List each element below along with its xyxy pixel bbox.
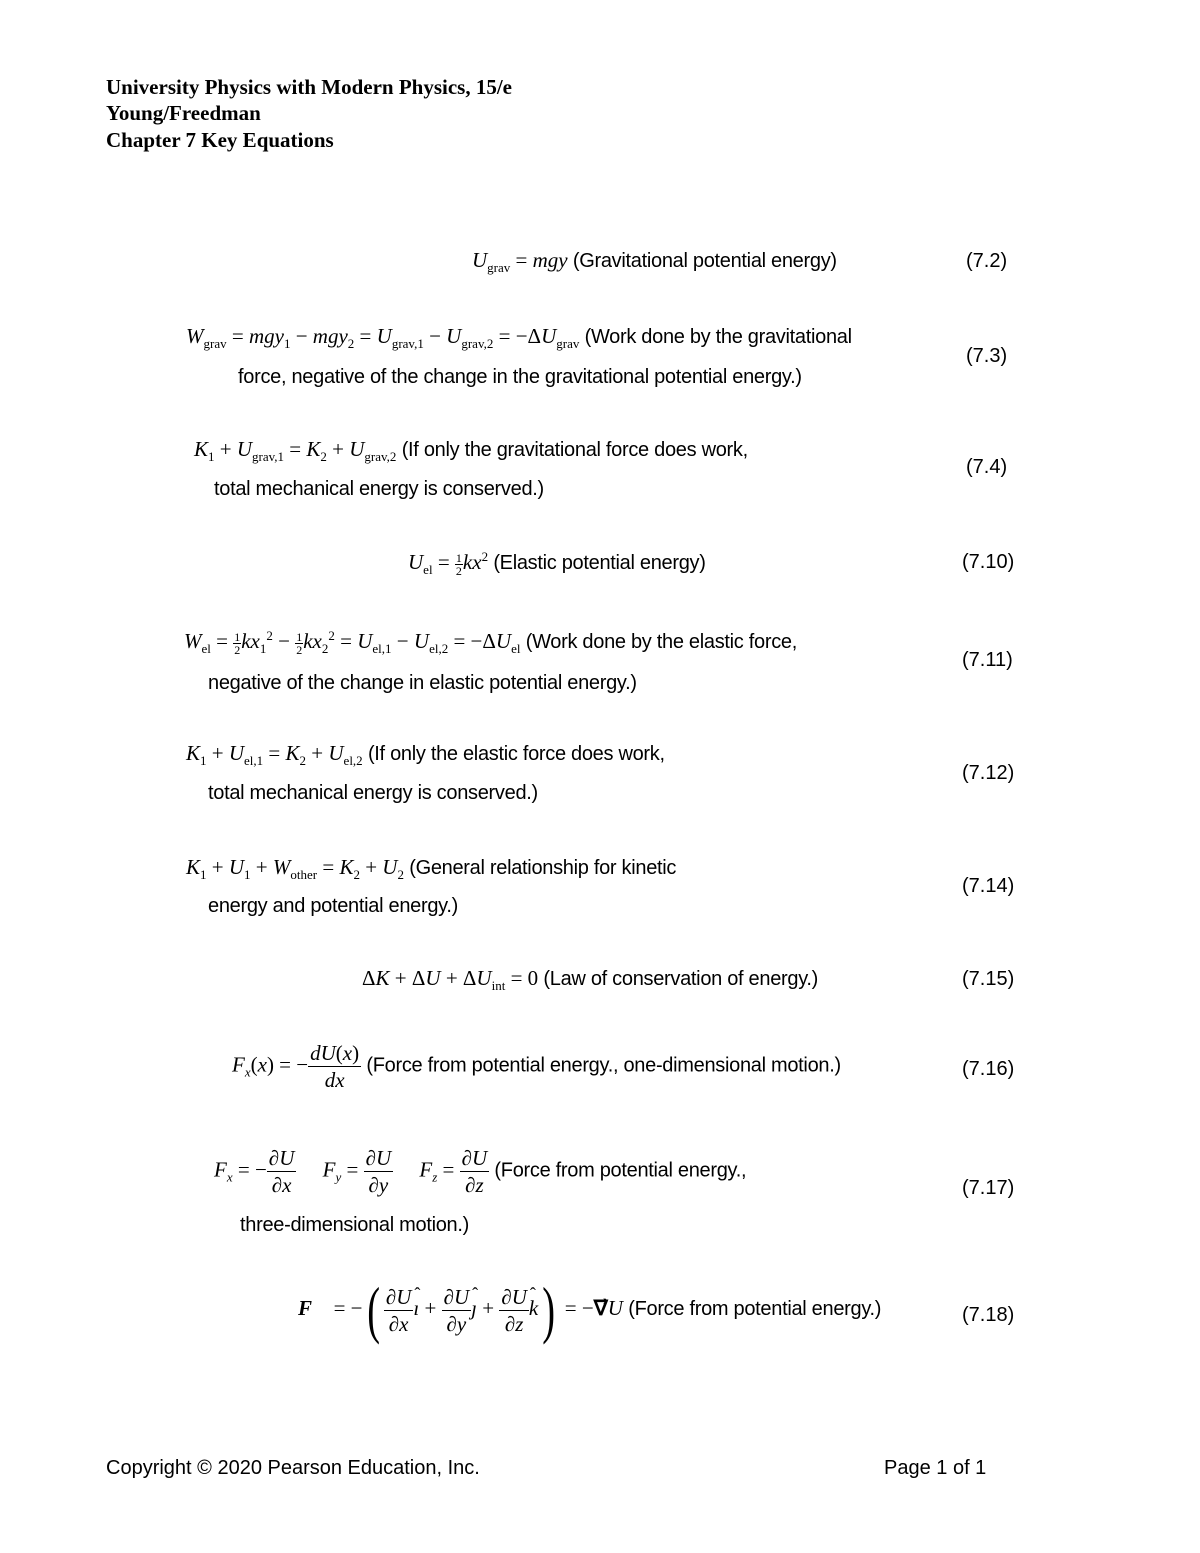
equation-description-continued: force, negative of the change in the gravitational potential energy.) xyxy=(238,366,802,388)
equation-number: (7.15) xyxy=(962,968,1015,990)
equation-description: (Gravitational potential energy) xyxy=(572,250,837,272)
equation-7-2: $U_{grav}$ = mgy (Gravitational potential energy) xyxy=(472,248,837,275)
equation-description-continued: energy and potential energy.) xyxy=(208,895,458,917)
equation-description: (Work done by the gravitational xyxy=(584,326,852,348)
equation-description: (Law of conservation of energy.) xyxy=(543,968,819,990)
equation-number: (7.12) xyxy=(962,762,1015,784)
equation-number: (7.17) xyxy=(962,1177,1015,1199)
equation-7-12: $K_1 + U_{el,1} = K_2 + U_{el,2}$ (If only the elastic force does work, xyxy=(186,741,665,768)
document-authors: Young/Freedman xyxy=(106,101,261,125)
equation-description-continued: negative of the change in elastic potential energy.) xyxy=(208,672,637,694)
equation-number: (7.14) xyxy=(962,875,1015,897)
document-title: University Physics with Modern Physics, 15/e xyxy=(106,75,512,99)
page-number: Page 1 of 1 xyxy=(884,1457,987,1479)
equation-description-continued: total mechanical energy is conserved.) xyxy=(208,782,538,804)
equation-description-continued: total mechanical energy is conserved.) xyxy=(214,478,544,500)
equation-number: (7.16) xyxy=(962,1058,1015,1080)
equation-number: (7.18) xyxy=(962,1304,1015,1326)
equation-number: (7.4) xyxy=(966,456,1008,478)
equation-description: (Force from potential energy.) xyxy=(628,1297,882,1320)
equation-7-10: $U_{el}$ = $\frac{1}{2}$ $kx^2$ (Elastic potential energy) xyxy=(408,549,706,578)
equation-7-14: $K_1 + U_1 + W_{other} = K_2 + U_2$ (General relationship for kinetic xyxy=(186,855,677,882)
equation-description: (If only the elastic force does work, xyxy=(367,743,665,765)
equation-7-16: $F_x(x)$ = − $\frac{dU(x)}{dx}$ (Force from potential energy., one-dimensional motion.) xyxy=(232,1041,841,1092)
equation-description: (Elastic potential energy) xyxy=(493,552,706,574)
equation-7-15: $\Delta K + \Delta U + \Delta U_{int} = 0$ (Law of conservation of energy.) xyxy=(362,966,819,993)
equation-7-11: $W_{el}$ = $\frac{1}{2}$ $kx_1^2$ − $\frac{1}{2}$ $kx_2^2 = U_{el,1} - U_{el,2} = -\Delta U_{el}$ (Work done by the elastic force, xyxy=(184,628,797,657)
equation-number: (7.2) xyxy=(966,250,1008,272)
document-chapter: Chapter 7 Key Equations xyxy=(106,128,334,152)
equation-description: (General relationship for kinetic xyxy=(409,857,677,879)
equation-number: (7.3) xyxy=(966,345,1008,367)
equation-description-continued: three-dimensional motion.) xyxy=(240,1214,469,1236)
equation-7-18: F⃗ = −( $\frac{\partial U}{\partial x}$ ˆ ı + $\frac{\partial U}{\partial y}$ ˆ ȷ + $\frac{\partial U}{\partial z}$ ˆ k) = −∇⃗U (Force from potential energy.) xyxy=(298,1278,881,1342)
equation-description: (Work done by the elastic force, xyxy=(525,631,797,653)
equation-number: (7.10) xyxy=(962,551,1015,573)
equation-description: (If only the gravitational force does work, xyxy=(401,439,748,461)
equation-number: (7.11) xyxy=(962,649,1013,671)
equation-7-3: $W_{grav} = mgy_1 - mgy_2 = U_{grav,1} - U_{grav,2} = -\Delta U_{grav}$ (Work done by the gravitational xyxy=(186,324,852,351)
equation-7-17: $F_x$ = − $\frac{\partial U}{\partial x}$ $F_y$ = $\frac{\partial U}{\partial y}$ $F_z$ = $\frac{\partial U}{\partial z}$ (Force from potential energy., xyxy=(214,1146,747,1197)
equation-description: (Force from potential energy., xyxy=(494,1159,747,1182)
equation-description: (Force from potential energy., one-dimensional motion.) xyxy=(366,1054,841,1077)
copyright-notice: Copyright © 2020 Pearson Education, Inc. xyxy=(106,1457,480,1479)
equation-7-4: $K_1 + U_{grav,1} = K_2 + U_{grav,2}$ (If only the gravitational force does work, xyxy=(194,437,748,464)
